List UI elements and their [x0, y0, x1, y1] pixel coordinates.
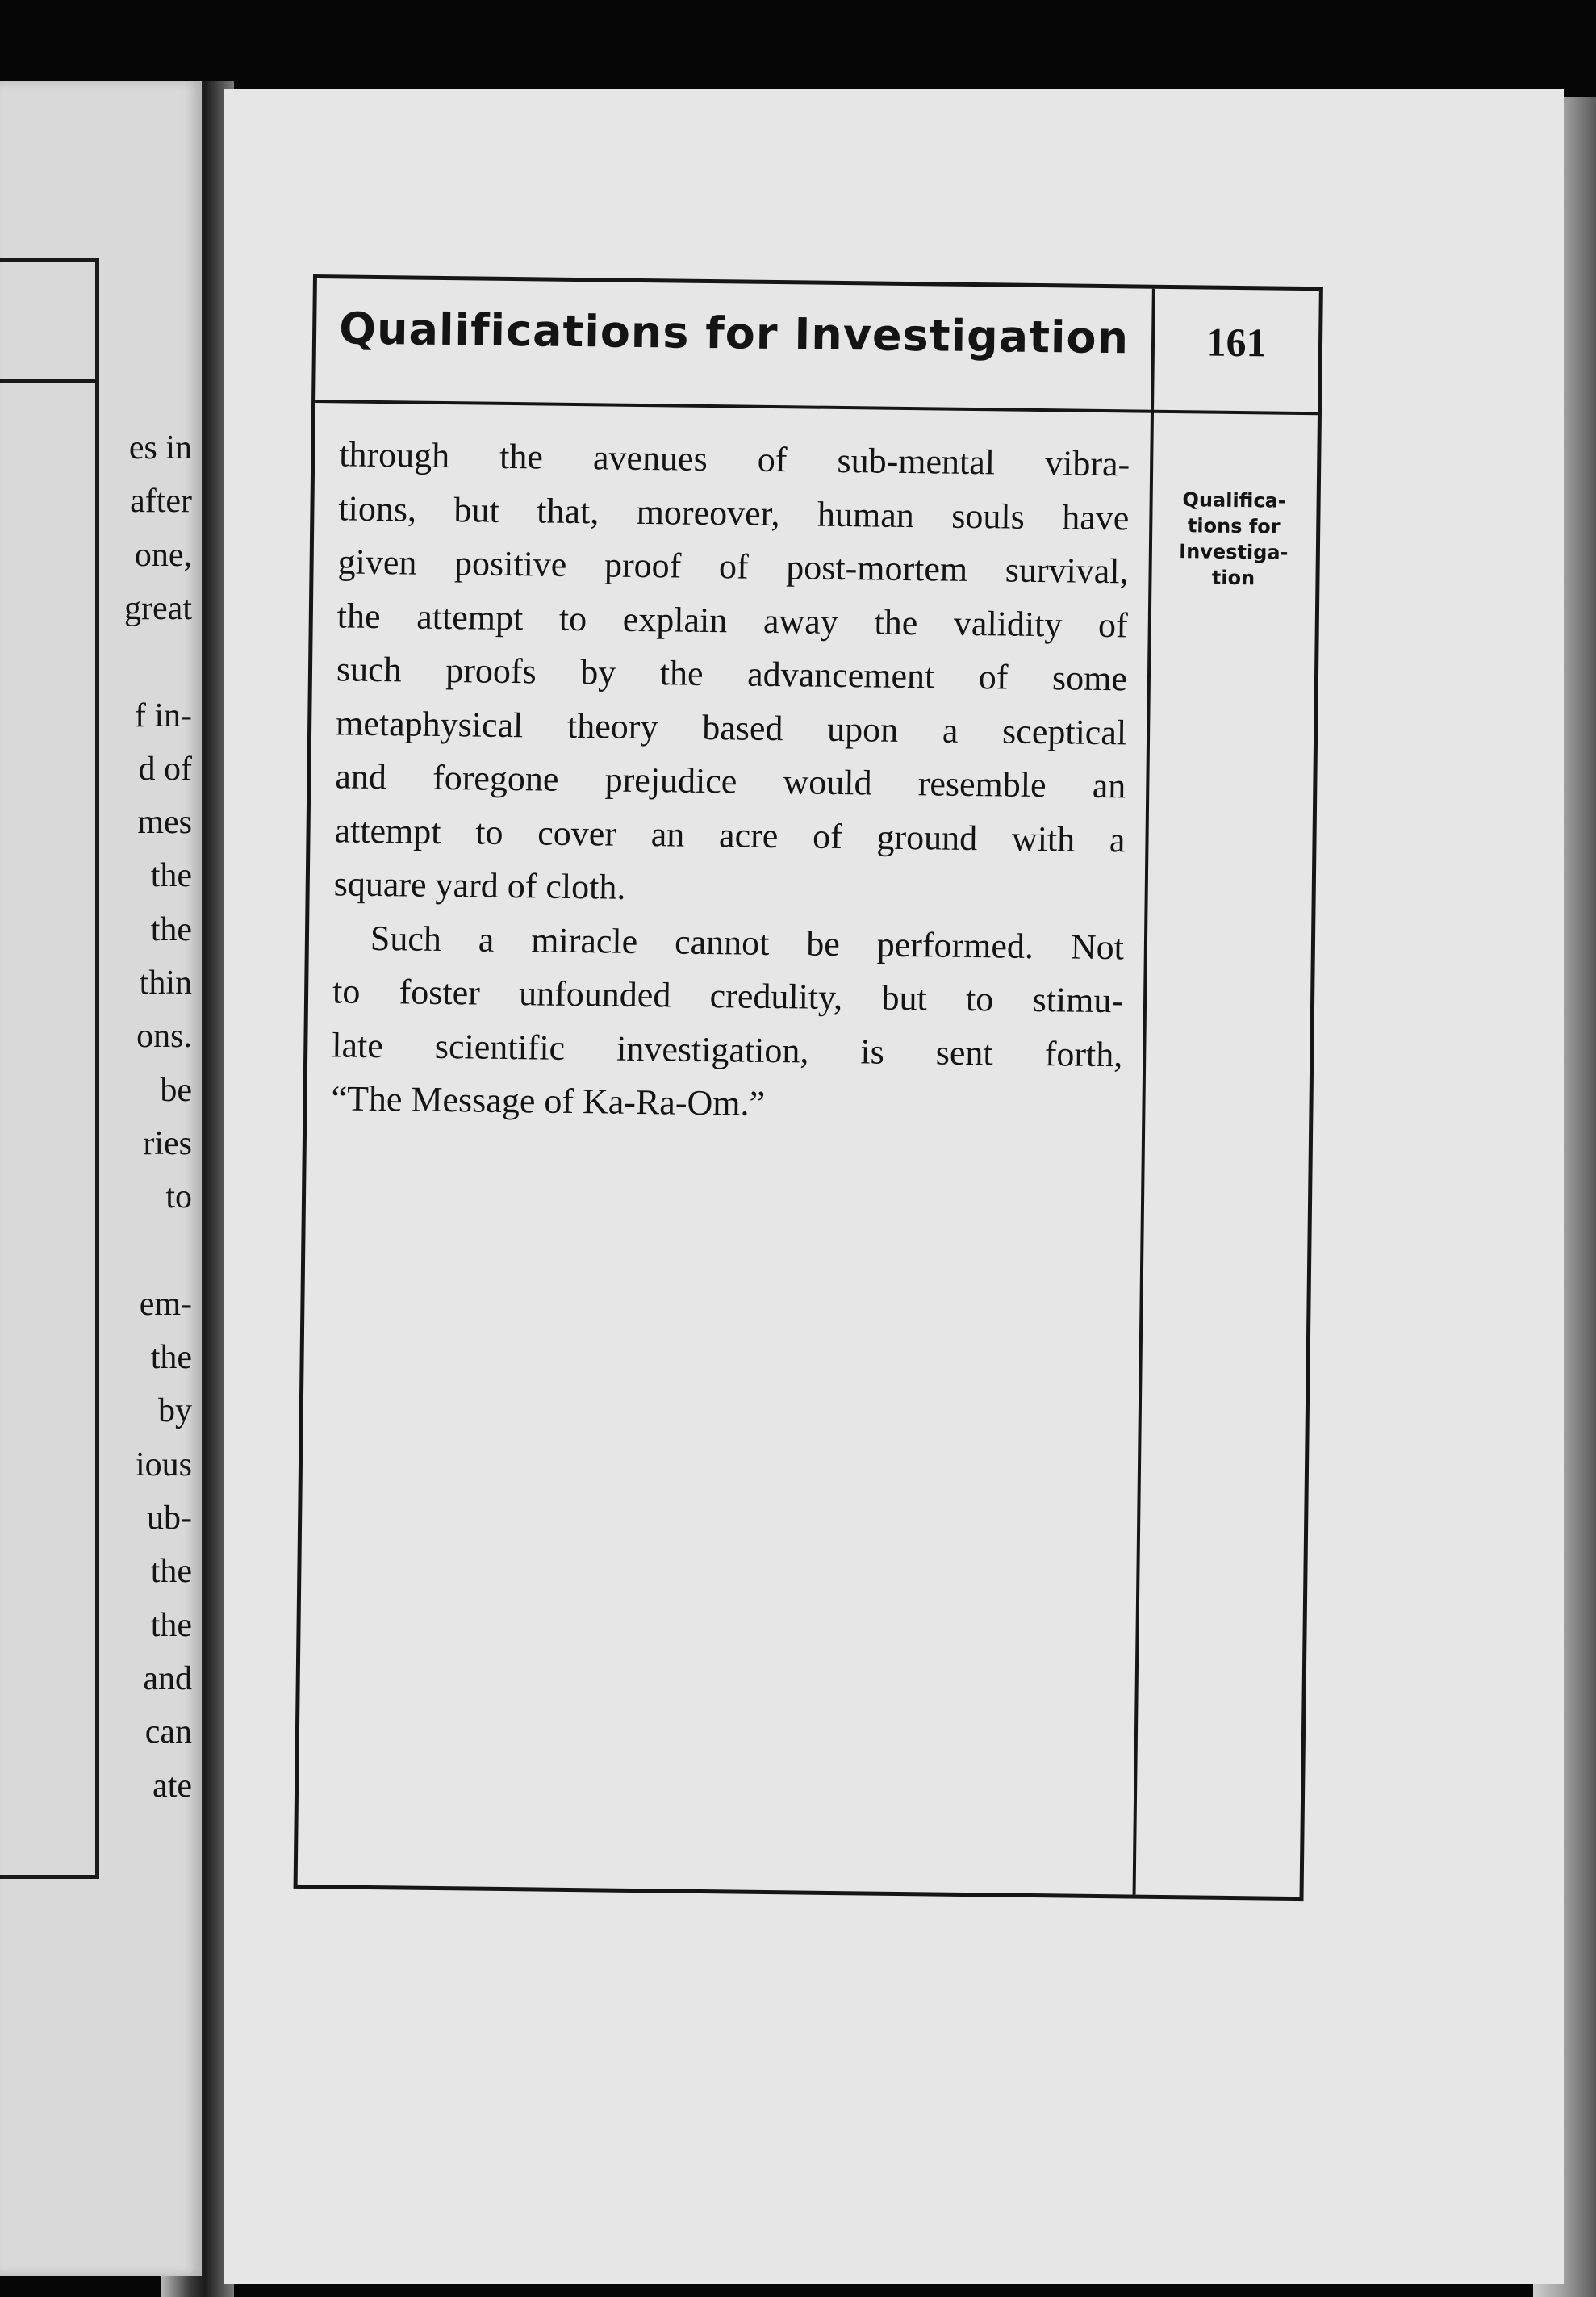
side-note-line: tion: [1211, 566, 1255, 590]
previous-page-line: the: [150, 857, 192, 895]
previous-page-line: ious: [135, 1446, 192, 1483]
running-head: Qualifications for Investigation: [338, 303, 1130, 364]
previous-page-line: after: [130, 483, 192, 521]
text-line: Such a miracle cannot be performed. Not: [370, 918, 1125, 967]
previous-page-line: to: [165, 1178, 192, 1216]
previous-page: [0, 81, 202, 2276]
previous-page-line: es in: [128, 429, 192, 467]
text-line: and foregone prejudice would resemble an: [335, 756, 1126, 806]
previous-page-line: the: [150, 1553, 192, 1591]
previous-page-header-rule: [0, 379, 97, 383]
previous-page-line: one,: [134, 536, 192, 574]
header-rule: [315, 400, 1318, 415]
text-line: such proofs by the advancement of some: [336, 649, 1128, 699]
body-text: [331, 428, 1130, 1135]
previous-page-line: em-: [139, 1285, 192, 1323]
text-line: “The Message of Ka-Ra-Om.”: [331, 1078, 766, 1123]
previous-page-line: f in-: [134, 697, 192, 734]
margin-column-rule: [1133, 289, 1155, 1895]
text-line: metaphysical theory based upon a sceptical: [335, 702, 1127, 752]
text-line: through the avenues of sub-mental vibra-: [338, 434, 1130, 484]
page-frame: [294, 274, 1323, 1901]
page-number: 161: [1205, 319, 1267, 366]
text-line: attempt to cover an acre of ground with a: [334, 810, 1126, 860]
side-note: [1152, 487, 1315, 592]
previous-page-line: by: [158, 1392, 192, 1430]
previous-page-line: the: [150, 910, 192, 948]
previous-page-line: be: [160, 1071, 192, 1109]
previous-page-line: and: [143, 1659, 192, 1697]
previous-page-frame: [0, 258, 99, 1879]
text-line: the attempt to explain away the validity of: [336, 595, 1129, 645]
previous-page-line: ons.: [136, 1018, 192, 1056]
side-note-line: Qualifica-: [1182, 488, 1286, 513]
text-line: given positive proof of post-mortem survival,: [337, 542, 1129, 592]
text-line: tions, but that, moreover, human souls have: [338, 487, 1130, 538]
previous-page-line: can: [144, 1713, 192, 1751]
previous-page-line: thin: [139, 964, 192, 1002]
previous-page-line: ries: [143, 1124, 192, 1162]
previous-page-line: great: [124, 589, 192, 627]
previous-page-line: ate: [152, 1767, 192, 1805]
text-line: square yard of cloth.: [333, 864, 626, 907]
previous-page-line: ub-: [147, 1500, 192, 1537]
text-line: late scientific investigation, is sent forth,: [332, 1024, 1123, 1074]
side-note-line: tions for: [1187, 514, 1281, 538]
text-line: to foster unfounded credulity, but to stimu-: [332, 971, 1124, 1021]
previous-page-line: the: [150, 1339, 192, 1377]
side-note-line: Investiga-: [1179, 540, 1289, 564]
previous-page-line: d of: [138, 750, 192, 788]
previous-page-line: the: [150, 1606, 192, 1644]
previous-page-line: mes: [137, 804, 192, 842]
current-page: [224, 89, 1564, 2284]
